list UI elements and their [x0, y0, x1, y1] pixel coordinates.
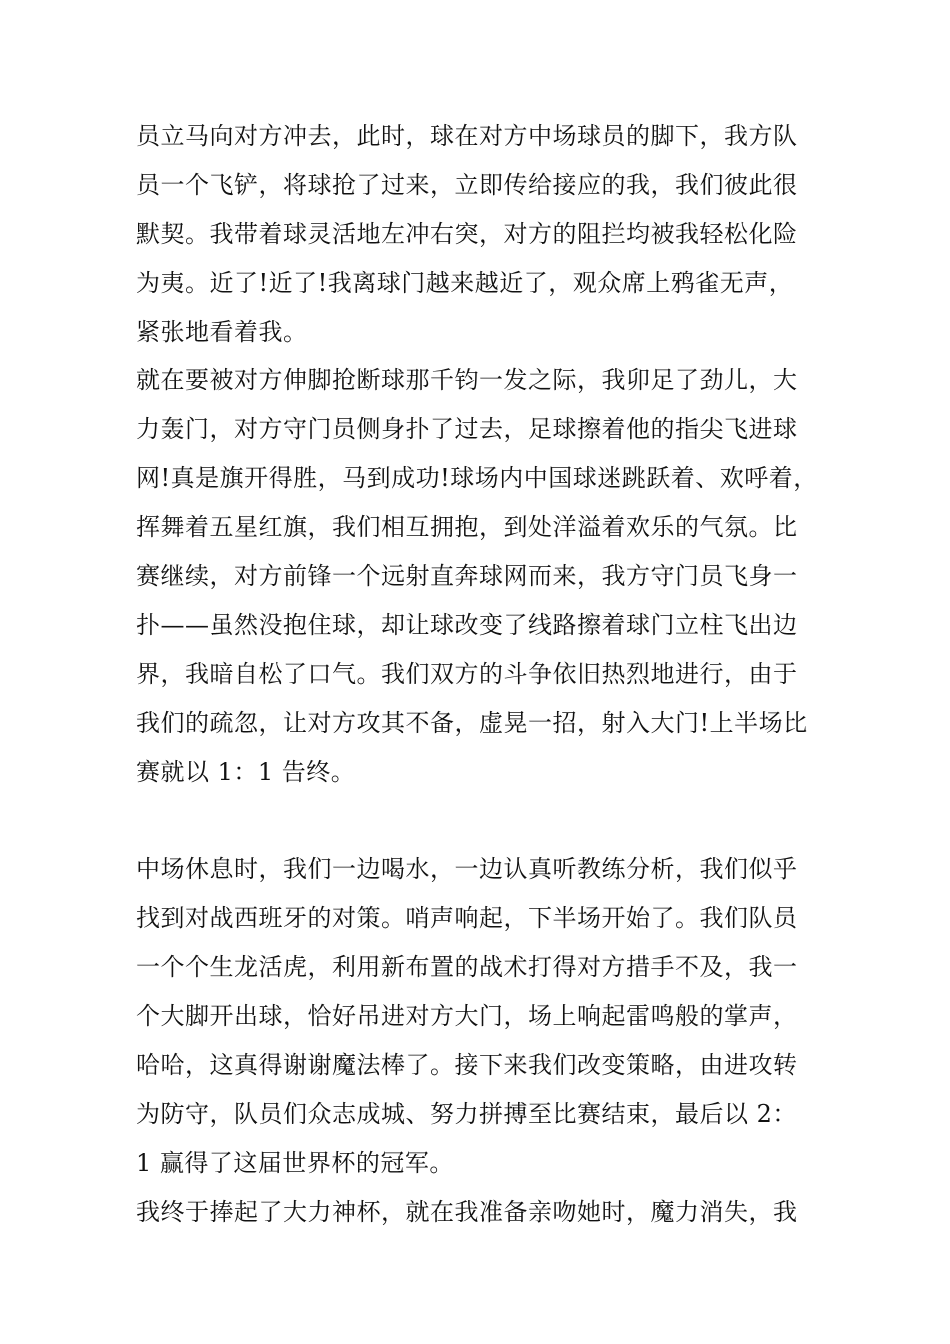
text-line: 界，我暗自松了口气。我们双方的斗争依旧热烈地进行，由于: [136, 659, 798, 688]
text-line: [136, 796, 836, 845]
text-line: 员立马向对方冲去，此时，球在对方中场球员的脚下，我方队: [136, 122, 798, 150]
text-line: 哈哈，这真得谢谢魔法棒了。接下来我们改变策略，由进攻转: [136, 1050, 798, 1079]
text-line: 一个个生龙活虎，利用新布置的战术打得对方措手不及，我一: [136, 953, 798, 982]
text-line: 我终于捧起了大力神杯，就在我准备亲吻她时，魔力消失，我: [136, 1197, 798, 1226]
article-body: [136, 112, 836, 1236]
text-line: 赛继续，对方前锋一个远射直奔球网而来，我方守门员飞身一: [136, 562, 798, 591]
text-line: 力轰门，对方守门员侧身扑了过去，足球擦着他的指尖飞进球: [136, 415, 798, 444]
paragraph-4: [136, 1188, 836, 1237]
text-line: 中场休息时，我们一边喝水，一边认真听教练分析，我们似乎: [136, 855, 798, 884]
text-line: 默契。我带着球灵活地左冲右突，对方的阻拦均被我轻松化险: [136, 219, 798, 248]
text-line: 挥舞着五星红旗，我们相互拥抱，到处洋溢着欢乐的气氛。比: [136, 513, 798, 542]
text-line: 为夷。近了!近了!我离球门越来越近了，观众席上鸦雀无声，: [136, 268, 794, 297]
text-line: 为防守，队员们众志成城、努力拼搏至比赛结束，最后以 2：: [136, 1099, 797, 1128]
paragraph-2: [136, 356, 836, 845]
text-line: 网!真是旗开得胜，马到成功!球场内中国球迷跳跃着、欢呼着，: [136, 464, 818, 493]
paragraph-1: [136, 112, 836, 356]
text-line: 扑——虽然没抱住球，却让球改变了线路擦着球门立柱飞出边: [136, 610, 798, 639]
text-line: 员一个飞铲，将球抢了过来，立即传给接应的我，我们彼此很: [136, 170, 798, 199]
text-line: 紧张地看着我。: [136, 317, 308, 346]
text-line: 个大脚开出球，恰好吊进对方大门，场上响起雷鸣般的掌声，: [136, 1002, 798, 1031]
text-line: 就在要被对方伸脚抢断球那千钧一发之际，我卯足了劲儿，大: [136, 366, 798, 395]
text-line: 1 赢得了这届世界杯的冠军。: [136, 1148, 454, 1177]
text-line: 我们的疏忽，让对方攻其不备，虚晃一招，射入大门!上半场比: [136, 708, 808, 737]
paragraph-3: [136, 845, 836, 1187]
text-line: 赛就以 1：1 告终。: [136, 757, 356, 786]
text-line: 找到对战西班牙的对策。哨声响起，下半场开始了。我们队员: [136, 904, 798, 933]
